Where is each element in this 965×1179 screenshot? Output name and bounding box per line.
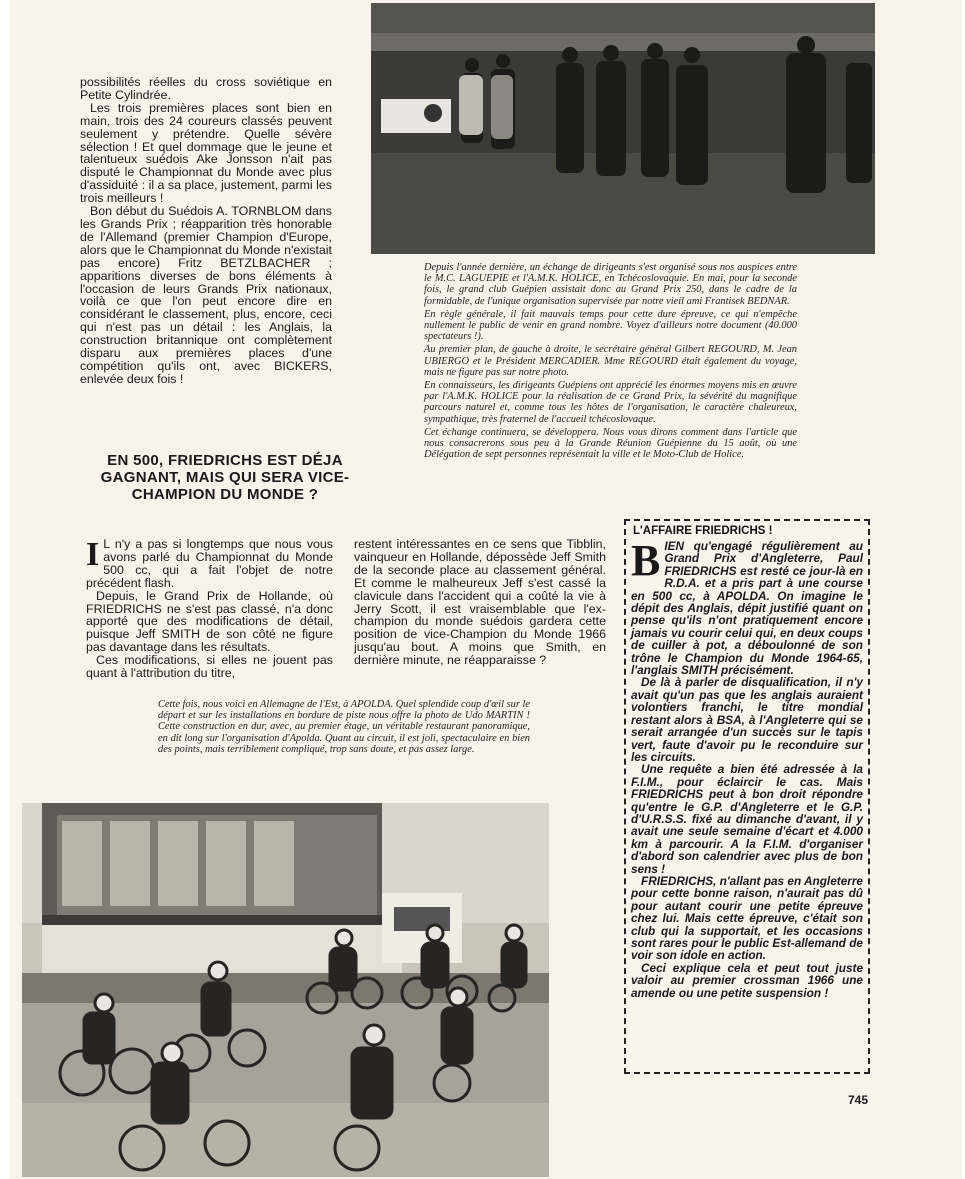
- article-paragraph: [86, 538, 333, 590]
- article-column-1: [86, 538, 333, 680]
- article-headline: EN 500, FRIEDRICHS EST DÉJA GAGNANT, MAIS QUI SERA VICE-CHAMPION DU MONDE ?: [100, 452, 350, 503]
- sidebar-paragraph: De là à parler de disqualification, il n'y avait qu'un pas que les anglais auraient volontiers franchi, le titre mondial restant alors à BSA, à l'Angleterre qui se serait arrangée d'un succès sur le tapis vert, faute d'avoir pu le reconduire sur les circuits.: [631, 675, 863, 764]
- caption-paragraph: Cet échange continuera, se développera. Nous vous dirons comment dans l'article que nous consacrerons sous peu à la Grande Réunion Guépienne du 15 août, où une Délégation de sept personnes représentait la ville et le Moto-Club de Holice.: [424, 426, 797, 461]
- caption-paragraph: En règle générale, il fait mauvais temps pour cette dure épreuve, ce qui n'empêche nullement le public de venir en grand nombre. Voyez d'ailleurs notre document (40.000 spectateurs !).: [424, 308, 797, 343]
- article-column-2: [354, 538, 606, 667]
- bottom-photo-caption: [158, 699, 530, 757]
- left-column-text: [80, 76, 332, 386]
- caption-paragraph: Depuis l'année dernière, un échange de dirigeants s'est organisé sous nos auspices entre le M.C. LAGUEPIE et l'A.M.K. HOLICE, en Tchécoslovaquie. En mai, pour la seconde fois, le grand club Guépien assistait donc au Grand Prix 250, dans le cadre de la formidable, de l'unique organisation supervisée par notre vieil ami Frantisek BEDNAR.: [424, 262, 797, 307]
- article-paragraph-text: L n'y a pas si longtemps que nous vous avons parlé du Championnat du Monde 500 cc, qui a fait l'objet de notre précédent flash.: [86, 537, 333, 590]
- sidebar-paragraph: FRIEDRICHS, n'allant pas en Angleterre pour cette bonne raison, n'aurait pas dû pour autant courir une petite épreuve chez lui. Mais cette épreuve, c'était son club qui la supportait, et les occasions sont rares pour le public Est-allemand de voir son idole en action.: [631, 873, 863, 963]
- sidebar-body: [631, 536, 863, 1000]
- article-paragraph: Depuis, le Grand Prix de Hollande, où FRIEDRICHS ne s'est pas classé, n'a donc apporté que des modifications de détail, puisque Jeff SMITH de son côté ne figure pas davantage dans les résultats.: [86, 588, 333, 655]
- caption-paragraph: Cette fois, nous voici en Allemagne de l'Est, à APOLDA. Quel splendide coup d'œil sur le départ et sur les installations en bordure de piste nous offre la photo de Udo MARTIN ! Cette construction en dur, avec, au premier étage, un véritable restaurant panoramique, en dit long sur l'organisation d'Apolda. Quant au circuit, il est joli, spectaculaire en bien des points, mais terriblement compliqué, trop sans doute, et pas assez large.: [158, 699, 530, 755]
- page-number: 745: [848, 1093, 869, 1107]
- article-paragraph: restent intéressantes en ce sens que Tibblin, vainqueur en Hollande, dépossède Jeff Smith de la seconde place au classement général. Et comme le malheureux Jeff s'est cassé la clavicule dans l'accident qui a coûté la vie à Jerry Scott, il est vraisemblable que l'ex-champion du monde suédois gardera cette position de vice-Champion du Monde 1966 jusqu'au bout. A moins que Smith, en dernière minute, ne réapparaisse ?: [354, 537, 606, 668]
- caption-paragraph: En connaisseurs, les dirigeants Guépiens ont apprécié les énormes moyens mis en œuvre par l'A.M.K. HOLICE pour la réalisation de ce Grand Prix, la sévérité du magnifique parcours naturel et, comme tous les hôtes de l'organisation, le caractère chaleureux, sympathique, très fraternel de l'accueil tchécoslovaque.: [424, 380, 797, 425]
- left-paragraph: Bon début du Suédois A. TORNBLOM dans les Grands Prix ; réapparition très honorable de l'Allemand (premier Champion d'Europe, alors que le Championnat du Monde n'existait pas encore) Fritz BETZLBACHER ; apparitions diverses de bons éléments à l'occasion de leurs Grands Prix nationaux, voilà ce que l'on peut encore dire en considérant le classement, plus, encore, ceci qui n'est pas un détail : les Anglais, la construction britannique ont complètement disparu aux premières places d'une compétition qu'ils ont, avec BICKERS, enlevée deux fois !: [80, 204, 332, 386]
- caption-paragraph: Au premier plan, de gauche à droite, le secrétaire général Gilbert REGOURD, M. Jean UBIERGO et le Président MERCADIER. Mme REGOURD était également du voyage, mais ne figure pas sur notre photo.: [424, 344, 797, 378]
- sidebar-title: L'AFFAIRE FRIEDRICHS !: [633, 525, 773, 537]
- left-paragraph: possibilités réelles du cross soviétique en Petite Cylindrée.: [80, 75, 332, 102]
- motocross-photo-svg: [22, 803, 549, 1177]
- article-drop-cap: I: [86, 536, 100, 573]
- sidebar-drop-cap: B: [631, 536, 661, 585]
- top-photo-caption: [424, 262, 797, 462]
- left-paragraph: Les trois premières places sont bien en main, trois des 24 coureurs classés peuvent seulement y prétendre. Quelle sévère sélection ! Et quel dommage que le jeune et talentueux suédois Ake Jonsson n'ait pas disputé le Championnat du Monde avec plus d'assiduité : il a sa place, justement, parmi les trois meilleurs !: [80, 100, 332, 206]
- top-photo-officials: [371, 3, 875, 254]
- officials-photo-svg: [371, 3, 875, 254]
- sidebar-paragraph-text: IEN qu'engagé régulièrement au Grand Prix d'Angleterre, Paul FRIEDRICHS est resté ce jour-là en R.D.A. et a pris part à une course en 500 cc, à APOLDA. On imagine le dépit des Anglais, dépit justifié quant on pense qu'ils n'ont pratiquement encore jamais vu courir celui qui, en deux coups de cuiller à pot, a déboulonné de son trône le Champion du Monde 1964-65, l'anglais SMITH précisément.: [631, 539, 863, 678]
- sidebar-affaire-friedrichs: [624, 519, 870, 1074]
- sidebar-paragraph: [631, 536, 863, 678]
- sidebar-paragraph: Une requête a bien été adressée à la F.I.M., pour éclaircir le cas. Mais FRIEDRICHS peut à bon droit répondre qu'entre le G.P. d'Angleterre et le G.P. d'U.R.S.S. fixé au dimanche d'avant, il y avait une seule semaine d'écart et 4.000 km à parcourir. A la F.I.M. d'organiser d'abord son calendrier avec plus de bon sens !: [631, 762, 863, 876]
- sidebar-paragraph: Ceci explique cela et peut tout juste valoir au premier crossman 1966 une amende ou une petite suspension !: [631, 960, 863, 1000]
- article-paragraph: Ces modifications, si elles ne jouent pas quant à l'attribution du titre,: [86, 653, 333, 681]
- bottom-photo-motocross-start: [22, 803, 549, 1177]
